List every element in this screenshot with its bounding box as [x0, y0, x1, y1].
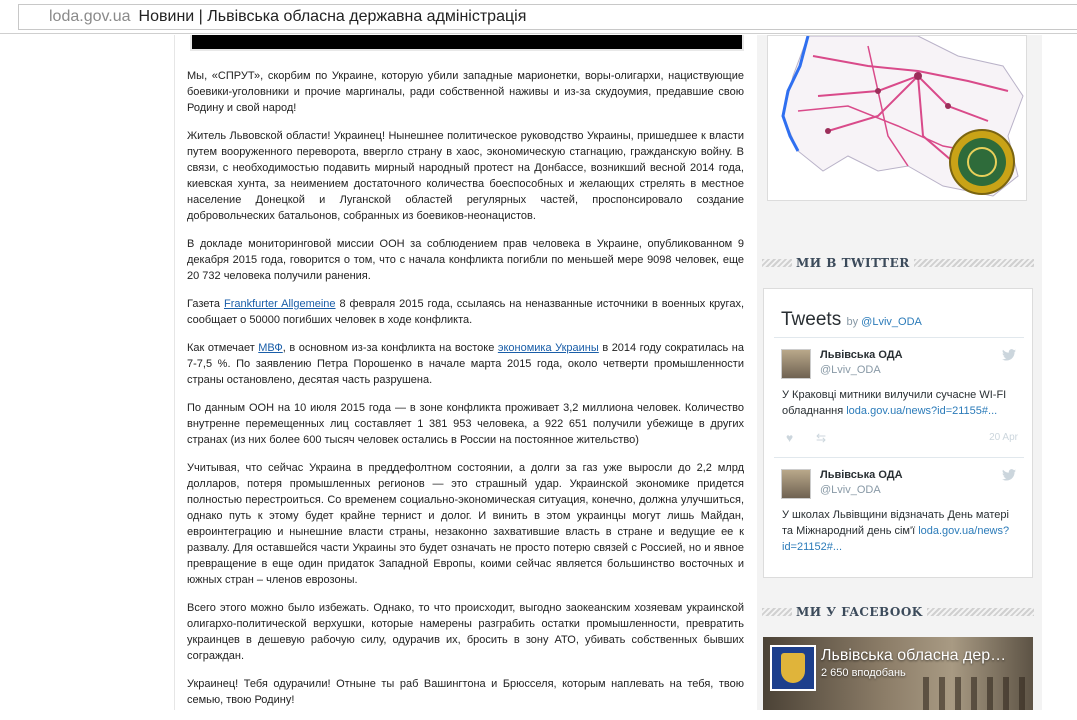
twitter-section-title: МИ В TWITTER: [762, 255, 1034, 271]
region-map[interactable]: [767, 35, 1027, 201]
tweet-date[interactable]: 20 Apr: [989, 432, 1018, 443]
article-paragraph: Учитывая, что сейчас Украина в преддефолтном состоянии, а долги за газ уже выросли до 2,2 млрд долларов, потеря промышленных регионов — это страшный удар. Украинской экономике придется полностью перестроиться. Со временем социально-экономическая ситуация, конечно, должна улучшиться, однако путь к этому будет крайне тернист и долог. И винить в этом украинцы могут лишь Майдан, евроинтеграцию и нынешние власти страны, незаконно захватившие власть в стране и ведущие ее к развалу. Для оставшейся части Украины это будет означать не просто потерю связей с Россией, но и явное превращение в еще один придаток Западной Европы, коими сейчас является большинство восточных и южных стран – членов еврозоны.: [187, 462, 744, 586]
address-bar[interactable]: [18, 4, 1077, 30]
tweet-text: У Краковці митники вилучили сучасне WI-FI обладнання loda.gov.ua/news?id=21155#...: [782, 389, 1007, 417]
tweet-actions: [782, 431, 1018, 445]
article-paragraph: Украинец! Тебя одурачили! Отныне ты раб Вашингтона и Брюсселя, которым наплевать на тебя, твою семью, твою Родину!: [187, 678, 744, 706]
avatar[interactable]: [781, 469, 811, 499]
map-image: [768, 36, 1027, 201]
facebook-widget[interactable]: [763, 637, 1033, 710]
article-paragraph: По данным ООН на 10 июля 2015 года — в зоне конфликта проживает 3,2 миллиона человек. Количество внутренне перемещенных лиц составляет 1 381 953 человека, а 922 651 получили убежище в других странах (из них более 600 тысяч человек остались в России на постоянное жительство): [187, 402, 744, 446]
browser-toolbar: [0, 0, 1077, 34]
tweet-link[interactable]: loda.gov.ua/news?id=21152#...: [782, 525, 1010, 553]
heart-icon[interactable]: ♥: [786, 431, 794, 445]
tweet-author[interactable]: Львівська ОДА: [820, 349, 903, 361]
avatar[interactable]: [781, 349, 811, 379]
tweet-handle[interactable]: @Lviv_ODA: [820, 484, 881, 496]
tweet-handle[interactable]: @Lviv_ODA: [820, 364, 881, 376]
page-title: Новини | Львівська обласна державна адміністрація: [138, 8, 527, 25]
facebook-likes: 2 650 вподобань: [821, 667, 906, 679]
share-icon[interactable]: ⇆: [816, 431, 827, 445]
crest-icon: [781, 653, 805, 683]
facebook-page-name[interactable]: Львівська обласна дер…: [821, 647, 1007, 664]
twitter-bird-icon[interactable]: [1002, 469, 1016, 481]
article-paragraph: Всего этого можно было избежать. Однако, то что происходит, выгодно заокеанским хозяевам украинской олигархо-политической верхушки, которые намерены разграбить остатки промышленности, превратить украинцев в дешевую рабочую силу, одурачив их, бросить в зону АТО, убивать собственных бывших сограждан.: [187, 602, 744, 662]
article-paragraph: Газета Frankfurter Allgemeine 8 февраля 2015 года, ссылаясь на неназванные источники в военных кругах, сообщает о 50000 погибших человек в ходе конфликта.: [187, 298, 744, 326]
address-domain: loda.gov.ua: [49, 8, 131, 25]
video-player[interactable]: [190, 35, 744, 51]
twitter-bird-icon[interactable]: [1002, 349, 1016, 361]
frankfurter-link[interactable]: Frankfurter Allgemeine: [223, 298, 336, 310]
facebook-section-title: МИ У FACEBOOK: [762, 604, 1034, 620]
tweet-author[interactable]: Львівська ОДА: [820, 469, 903, 481]
article-paragraph: Как отмечает МВФ, в основном из-за конфликта на востоке экономика Украины в 2014 году сократилась на 7-7,5 %. По заявлению Петра Порошенко в начале марта 2015 года, около четверти промышленности страны остановлено, десятая часть разрушена.: [187, 342, 744, 386]
left-margin: [0, 35, 175, 710]
article-paragraph: Мы, «СПРУТ», скорбим по Украине, которую убили западные марионетки, воры-олигархи, нациствующие боевики-уголовники и прочие маргиналы, ради собственной наживы и из-за скудоумия, предавшие свою Родину и свой народ!: [187, 70, 744, 114]
article-paragraph: В докладе мониторинговой миссии ООН за соблюдением прав человека в Украине, опубликованном 9 декабря 2015 года, говорится о том, что с начала конфликта погибли по меньшей мере 9098 человек, еще 20 732 человека получили ранения.: [187, 238, 744, 282]
imf-link[interactable]: МВФ: [258, 342, 283, 354]
ukraine-economy-link[interactable]: экономика Украины: [497, 342, 599, 354]
twitter-handle-link[interactable]: @Lviv_ODA: [861, 316, 922, 328]
twitter-widget: [763, 288, 1033, 578]
tweet-text: У школах Львівщини відзначать День матері та Міжнародний день сім'ї loda.gov.ua/news?id=21152#...: [782, 509, 1010, 553]
article-body: [187, 68, 744, 720]
article-paragraph: Житель Львовской области! Украинец! Нынешнее политическое руководство Украины, пришедшее к власти путем вооруженного переворота, ввергло страну в хаос, экономическую стагнацию, гражданскую войну. В связи, с необходимостью подавить мирный народный протест на Донбассе, возникший весной 2014 года, киевская хунта, за неимением достаточного количества боеспособных и желающих стрелять в местное население Донецкой и Луганской областей регулярных частей, проспонсировало создание добровольческих батальонов, собранных из боевиков-неонацистов.: [187, 130, 744, 222]
tweets-header: Tweets by @Lviv_ODA: [781, 309, 922, 330]
tweet-link[interactable]: loda.gov.ua/news?id=21155#...: [846, 405, 998, 417]
facebook-page-logo[interactable]: [770, 645, 816, 691]
